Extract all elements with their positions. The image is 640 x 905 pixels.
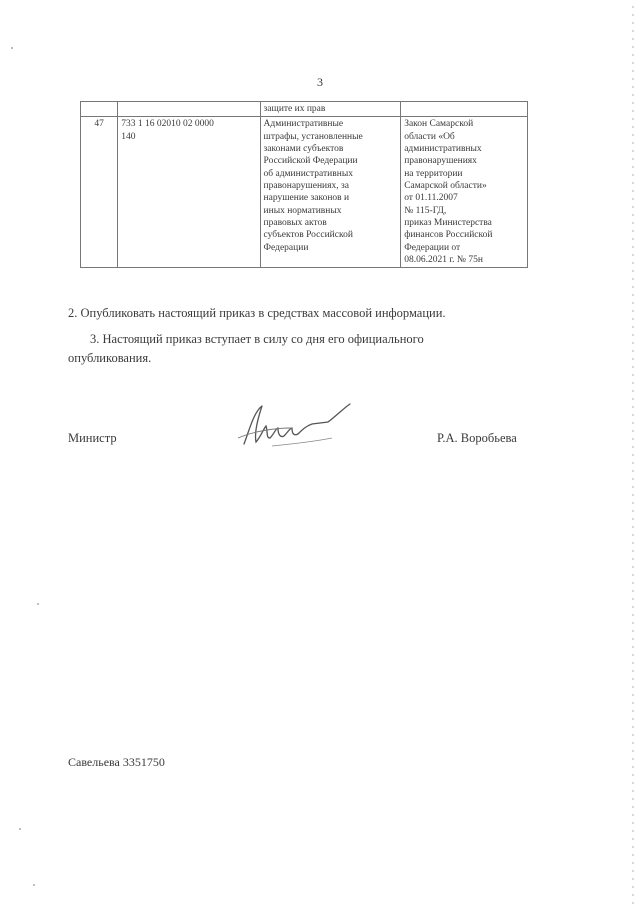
paragraph-effective-date: 3. Настоящий приказ вступает в силу со дня его официального xyxy=(90,332,424,346)
name-line: об административных xyxy=(263,168,353,179)
signatory-title: Министр xyxy=(68,431,117,445)
name-line: субъектов Российской xyxy=(263,230,353,241)
signatory-name: Р.А. Воробьева xyxy=(437,431,517,445)
basis-line: № 115-ГД, xyxy=(404,205,447,216)
basis-line: Закон Самарской xyxy=(404,119,474,130)
basis-line: Федерации от xyxy=(404,242,461,253)
page-number: 3 xyxy=(317,75,323,89)
code-line: 140 xyxy=(121,131,136,142)
basis-line: от 01.11.2007 xyxy=(404,193,458,204)
executor-contact: Савельева 3351750 xyxy=(68,755,165,769)
code-line: 733 1 16 02010 02 0000 xyxy=(121,119,214,130)
cell-code xyxy=(118,102,260,117)
revenue-codes-table xyxy=(80,101,528,268)
cell-name xyxy=(260,117,401,268)
basis-line: административных xyxy=(404,144,482,155)
paragraph-effective-date-tail: опубликования. xyxy=(68,351,152,365)
name-line: Федерации xyxy=(263,242,309,253)
scan-speck xyxy=(33,884,35,886)
scan-edge-artifact xyxy=(632,0,634,905)
name-line: законами субъектов xyxy=(263,144,344,155)
name-line: Административные xyxy=(263,119,344,130)
table-row-continuation xyxy=(81,102,528,117)
name-line: штрафы, установленные xyxy=(263,131,363,142)
cell-basis xyxy=(401,102,528,117)
basis-line: области «Об xyxy=(404,131,455,142)
basis-line: на территории xyxy=(404,168,463,179)
table-row xyxy=(81,117,528,268)
paragraph-publish: 2. Опубликовать настоящий приказ в средствах массовой информации. xyxy=(68,306,446,320)
cell-name: защите их прав xyxy=(260,102,401,117)
name-line: нарушение законов и xyxy=(263,193,350,204)
scan-speck xyxy=(11,47,13,49)
basis-line: 08.06.2021 г. № 75н xyxy=(404,255,483,266)
cell-code xyxy=(118,117,260,268)
cell-num: 47 xyxy=(81,117,118,268)
basis-line: приказ Министерства xyxy=(404,218,492,229)
cell-num xyxy=(81,102,118,117)
name-line: Российской Федерации xyxy=(263,156,358,167)
basis-line: Самарской области» xyxy=(404,181,487,192)
name-line: правовых актов xyxy=(263,218,327,229)
cell-basis xyxy=(401,117,528,268)
handwritten-signature xyxy=(232,398,362,454)
scan-speck xyxy=(19,828,21,830)
basis-line: правонарушениях xyxy=(404,156,477,167)
basis-line: финансов Российской xyxy=(404,230,493,241)
scan-speck xyxy=(37,603,39,605)
name-line: иных нормативных xyxy=(263,205,342,216)
name-line: правонарушениях, за xyxy=(263,181,349,192)
